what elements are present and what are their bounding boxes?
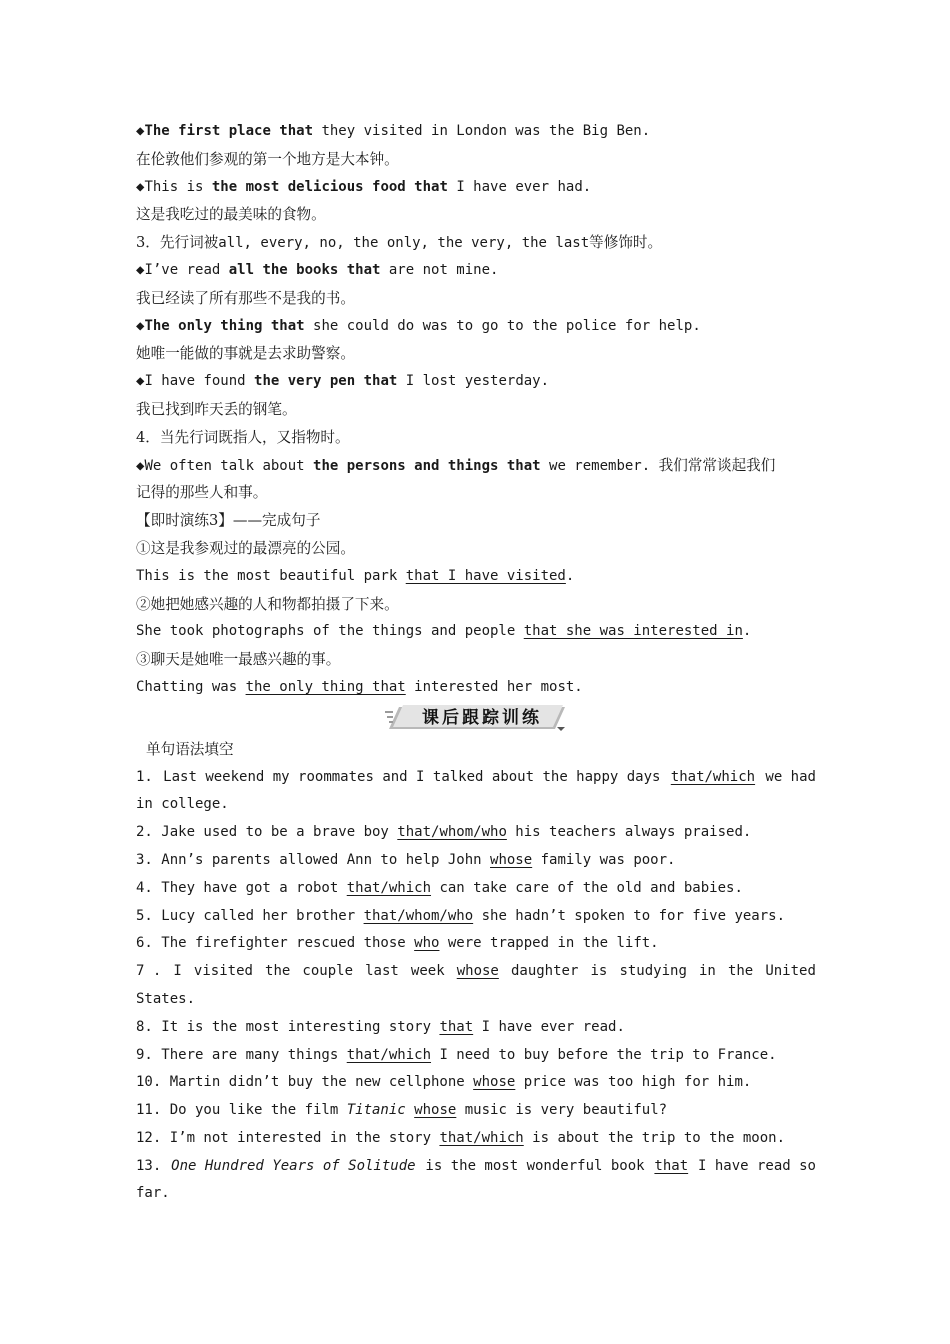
- exercise-item: 10. Martin didn’t buy the new cellphone whose price was too high for him.: [136, 1074, 752, 1091]
- example-line: ◆I have found the very pen that I lost yesterday.: [136, 373, 550, 390]
- translation-line: 这是我吃过的最美味的食物。: [136, 206, 326, 224]
- example-line: ◆This is the most delicious food that I have ever had.: [136, 178, 592, 195]
- exercise-item: 13. One Hundred Years of Solitude is the most wonderful book that I have read so: [136, 1153, 816, 1181]
- film-title: Titanic: [346, 1102, 406, 1119]
- practice-heading: 【即时演练3】——完成句子: [136, 512, 321, 530]
- answer: the only thing that: [245, 678, 406, 695]
- answer: whose: [473, 1074, 516, 1091]
- exercise-item: 12. I’m not interested in the story that/which is about the trip to the moon.: [136, 1129, 786, 1146]
- answer: that: [654, 1157, 689, 1174]
- answer: that/whom/who: [363, 907, 474, 924]
- answer: whose: [456, 963, 499, 980]
- answer: who: [414, 935, 440, 952]
- question-en: Chatting was the only thing that interested her most.: [136, 678, 583, 695]
- exercise-item: 2. Jake used to be a brave boy that/whom/who his teachers always praised.: [136, 824, 752, 841]
- answer: that/which: [346, 1046, 432, 1063]
- answer: that/which: [346, 879, 432, 896]
- answer: that she was interested in: [523, 623, 743, 640]
- book-title: One Hundred Years of Solitude: [171, 1157, 416, 1174]
- answer: that: [439, 1018, 474, 1035]
- section-banner: [136, 702, 816, 736]
- translation-line: 在伦敦他们参观的第一个地方是大本钟。: [136, 150, 399, 168]
- rule-line: 4．当先行词既指人，又指物时。: [136, 428, 350, 446]
- banner-box: [385, 705, 565, 731]
- exercise-item: 7 . I visited the couple last week whose daughter is studying in the United: [136, 958, 816, 986]
- translation-line: 记得的那些人和事。: [136, 484, 268, 502]
- exercise-item: 1. Last weekend my roommates and I talked about the happy days that/which we had: [136, 764, 816, 792]
- answer: that/which: [439, 1129, 524, 1146]
- exercise-item: 9. There are many things that/which I need to buy before the trip to France.: [136, 1046, 777, 1063]
- rule-line: 3．先行词被all, every, no, the only, the very, the last等修饰时。: [136, 234, 663, 252]
- translation-line: 她唯一能做的事就是去求助警察。: [136, 345, 355, 363]
- answer: whose: [414, 1102, 457, 1119]
- question-en: This is the most beautiful park that I have visited.: [136, 567, 575, 584]
- translation-line: 我已经读了所有那些不是我的书。: [136, 289, 355, 307]
- exercise-item: 11. Do you like the film Titanic whose music is very beautiful?: [136, 1102, 668, 1119]
- example-line: ◆We often talk about the persons and things that we remember. 我们常常谈起我们: [136, 456, 776, 474]
- question-cn: ②她把她感兴趣的人和物都拍摄了下来。: [136, 595, 399, 613]
- exercise-item: 5. Lucy called her brother that/whom/who she hadn’t spoken to for five years.: [136, 907, 786, 924]
- answer: that/whom/who: [397, 824, 507, 841]
- exercise-item: 8. It is the most interesting story that I have ever read.: [136, 1018, 625, 1035]
- exercise-heading: 单句语法填空: [146, 740, 234, 758]
- exercise-item-cont: far.: [136, 1185, 170, 1202]
- exercise-item-cont: in college.: [136, 796, 229, 813]
- question-cn: ③聊天是她唯一最感兴趣的事。: [136, 651, 341, 669]
- banner-title: 课后跟踪训练: [422, 707, 542, 728]
- exercise-item: 3. Ann’s parents allowed Ann to help John whose family was poor.: [136, 851, 676, 868]
- document-page: [136, 118, 816, 1208]
- question-cn: ①这是我参观过的最漂亮的公园。: [136, 539, 355, 557]
- exercise-item: 6. The firefighter rescued those who were trapped in the lift.: [136, 935, 659, 952]
- exercise-item: 4. They have got a robot that/which can take care of the old and babies.: [136, 879, 743, 896]
- example-line: ◆The only thing that she could do was to go to the police for help.: [136, 317, 701, 334]
- translation-line: 我已找到昨天丢的钢笔。: [136, 400, 297, 418]
- answer: that/which: [670, 768, 756, 785]
- answer: that I have visited: [405, 567, 566, 584]
- question-en: She took photographs of the things and people that she was interested in.: [136, 623, 752, 640]
- example-line: ◆The first place that they visited in London was the Big Ben.: [136, 123, 651, 139]
- example-line: ◆I’ve read all the books that are not mine.: [136, 261, 499, 278]
- answer: whose: [490, 851, 533, 868]
- exercise-item-cont: States.: [136, 990, 196, 1007]
